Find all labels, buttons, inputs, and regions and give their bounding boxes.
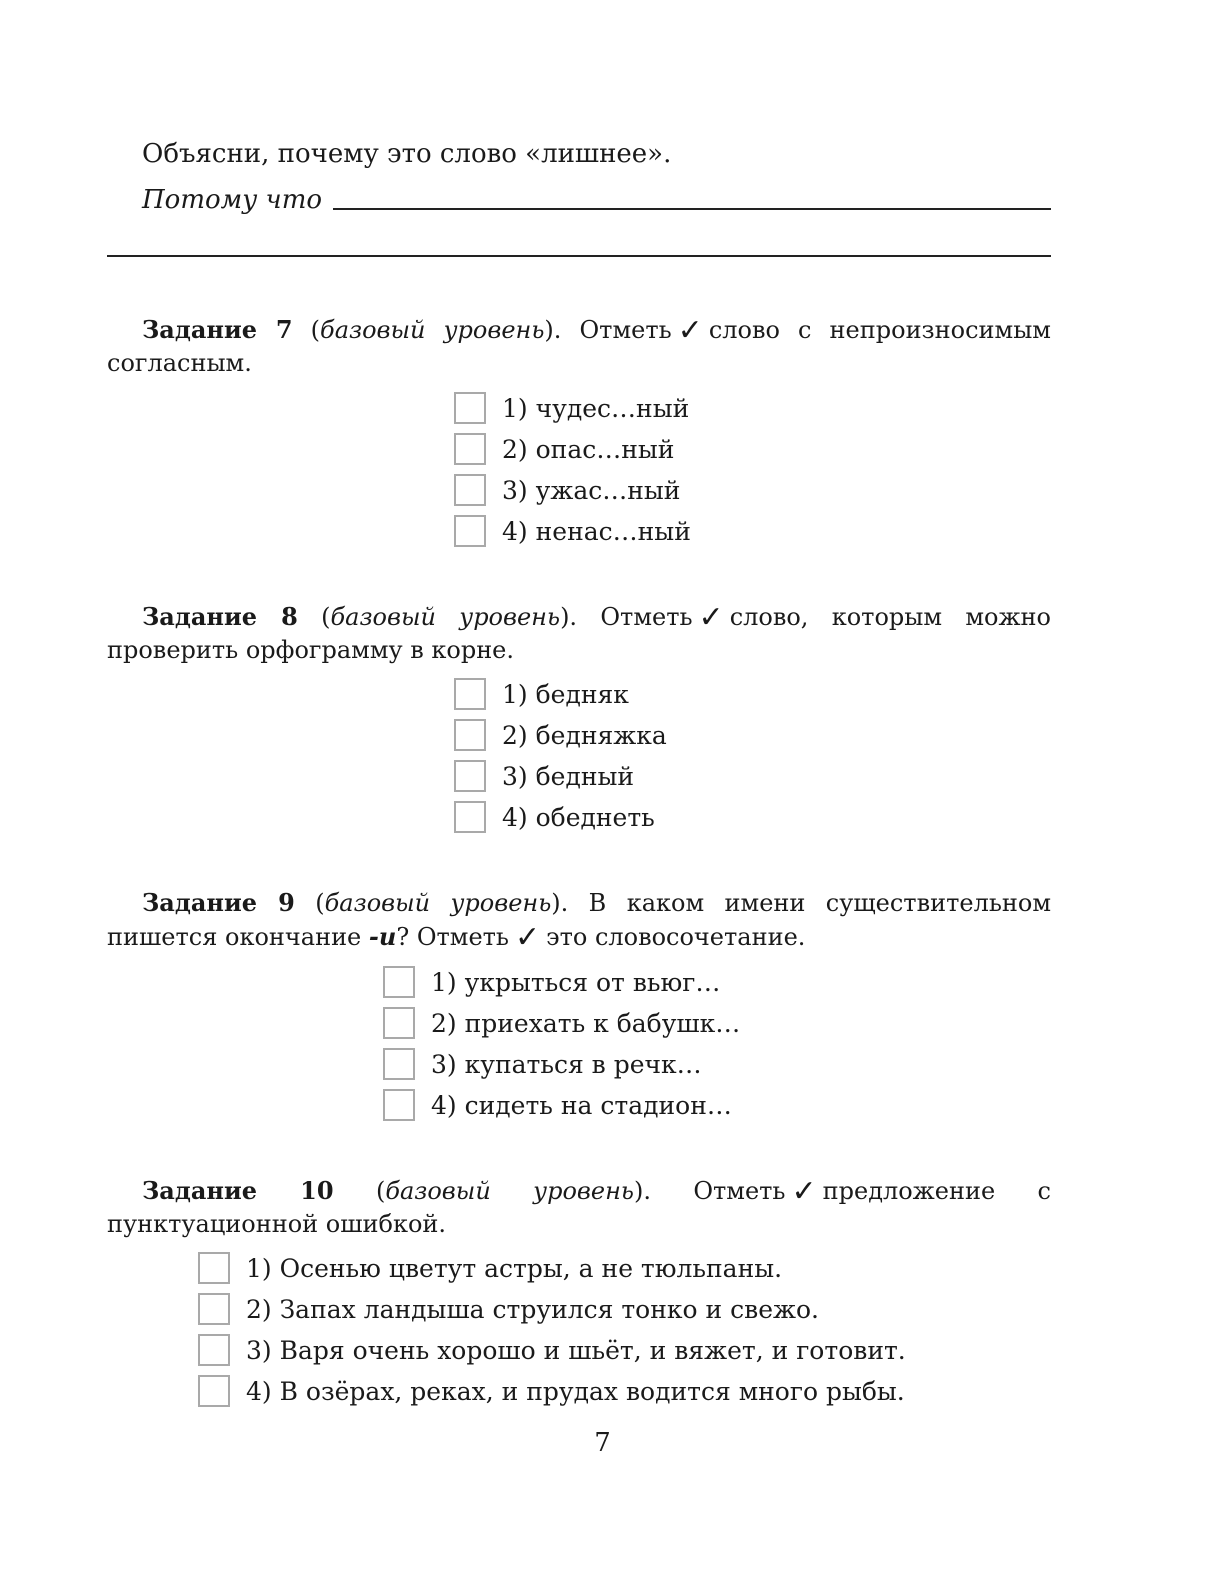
answer-line-1[interactable]	[333, 208, 1051, 210]
task-10-option-3[interactable]	[198, 1332, 906, 1368]
option-label: 1) бедняк	[502, 679, 629, 709]
checkbox[interactable]	[454, 392, 486, 424]
option-label: 2) Запах ландыша струился тонко и свежо.	[246, 1294, 819, 1324]
task-8-option-3[interactable]	[454, 758, 634, 794]
option-label: 3) Варя очень хорошо и шьёт, и вяжет, и готовит.	[246, 1335, 906, 1365]
check-mark-icon: ✓	[515, 920, 541, 955]
task-9-option-4[interactable]	[383, 1087, 732, 1123]
checkbox[interactable]	[454, 678, 486, 710]
task-title: Задание 8	[142, 602, 298, 631]
task-7-option-1[interactable]	[454, 390, 689, 426]
option-label: 1) чудес…ный	[502, 393, 690, 423]
option-label: 3) бедный	[502, 761, 635, 791]
checkbox[interactable]	[198, 1375, 230, 1407]
task-title: Задание 10	[142, 1176, 334, 1205]
check-mark-icon: ✓	[698, 600, 724, 635]
check-mark-icon: ✓	[677, 313, 703, 348]
task-9-option-2[interactable]	[383, 1005, 740, 1041]
ending: -и	[368, 922, 397, 951]
answer-prefix: Потому что	[142, 185, 323, 215]
task-10-prompt: Задание 10 (базовый уровень). Отметь ✓ предложение с пунктуационной ошибкой.	[107, 1174, 1051, 1238]
task-8-prompt: Задание 8 (базовый уровень). Отметь ✓ слово, которым можно проверить орфограмму в корне.	[107, 600, 1051, 664]
checkbox[interactable]	[383, 1007, 415, 1039]
option-label: 2) приехать к бабушк…	[431, 1008, 741, 1038]
task-title: Задание 9	[142, 888, 295, 917]
task-title: Задание 7	[142, 315, 293, 344]
option-label: 4) сидеть на стадион…	[431, 1090, 732, 1120]
checkbox[interactable]	[454, 474, 486, 506]
checkbox[interactable]	[383, 966, 415, 998]
checkbox[interactable]	[454, 760, 486, 792]
checkbox[interactable]	[454, 515, 486, 547]
option-label: 4) ненас…ный	[502, 516, 691, 546]
task-7-option-3[interactable]	[454, 472, 680, 508]
intro-question: Объясни, почему это слово «лишнее».	[142, 139, 672, 169]
option-label: 2) бедняжка	[502, 720, 667, 750]
checkbox[interactable]	[383, 1089, 415, 1121]
task-8-option-4[interactable]	[454, 799, 655, 835]
task-9-prompt: Задание 9 (базовый уровень). В каком имени существительном пишется окончание -и? Отметь ✓ это словосочетание.	[107, 888, 1051, 955]
task-9-option-1[interactable]	[383, 964, 720, 1000]
answer-line-2[interactable]	[107, 255, 1051, 257]
task-8-option-1[interactable]	[454, 676, 629, 712]
checkbox[interactable]	[198, 1334, 230, 1366]
option-label: 4) В озёрах, реках, и прудах водится много рыбы.	[246, 1376, 905, 1406]
checkbox[interactable]	[454, 719, 486, 751]
checkbox[interactable]	[198, 1252, 230, 1284]
task-10-option-4[interactable]	[198, 1373, 905, 1409]
checkbox[interactable]	[383, 1048, 415, 1080]
task-level: базовый уровень	[324, 889, 552, 917]
task-level: базовый уровень	[320, 316, 545, 344]
checkbox[interactable]	[454, 433, 486, 465]
option-label: 1) Осенью цветут астры, а не тюльпаны.	[246, 1253, 783, 1283]
task-10-option-2[interactable]	[198, 1291, 819, 1327]
task-8-option-2[interactable]	[454, 717, 667, 753]
task-level: базовый уровень	[385, 1177, 634, 1205]
task-7-option-2[interactable]	[454, 431, 674, 467]
page-number: 7	[594, 1428, 611, 1458]
task-7-option-4[interactable]	[454, 513, 691, 549]
option-label: 3) купаться в речк…	[431, 1049, 702, 1079]
check-mark-icon: ✓	[791, 1174, 817, 1209]
task-7-prompt: Задание 7 (базовый уровень). Отметь ✓ слово с непроизносимым согласным.	[107, 313, 1051, 377]
option-label: 1) укрыться от вьюг…	[431, 967, 721, 997]
option-label: 2) опас…ный	[502, 434, 675, 464]
option-label: 4) обеднеть	[502, 802, 655, 832]
option-label: 3) ужас…ный	[502, 475, 681, 505]
task-10-option-1[interactable]	[198, 1250, 782, 1286]
checkbox[interactable]	[454, 801, 486, 833]
checkbox[interactable]	[198, 1293, 230, 1325]
task-level: базовый уровень	[330, 603, 561, 631]
task-9-option-3[interactable]	[383, 1046, 702, 1082]
